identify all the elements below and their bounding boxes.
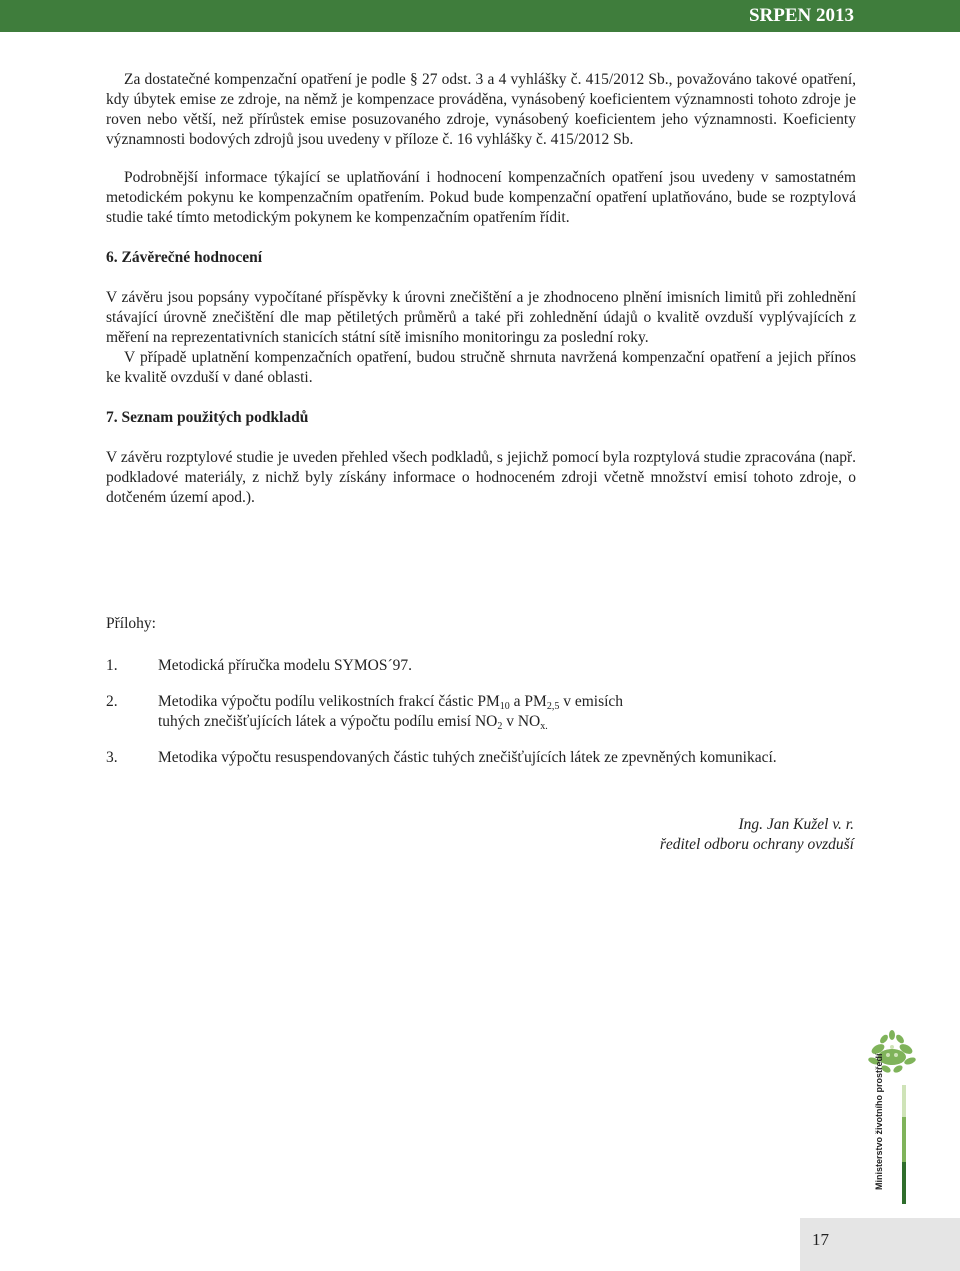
- header-bar: [0, 0, 960, 32]
- attachment-text: Metodická příručka modelu SYMOS´97.: [158, 657, 412, 674]
- attachment-number: 2.: [106, 693, 118, 710]
- text-run: a PM: [509, 693, 547, 710]
- brand-stripe: [902, 1085, 906, 1117]
- attachment-item: [106, 656, 856, 676]
- attachments-label: Přílohy:: [106, 615, 156, 632]
- attachment-number: 1.: [106, 657, 118, 674]
- subscript: 2: [497, 721, 503, 732]
- attachment-text: Metodika výpočtu resuspendovaných částic tuhých znečišťujících látek ze zpevněných komunikací.: [158, 749, 777, 766]
- section-7-title: 7. Seznam použitých podkladů: [106, 409, 309, 426]
- section-6-paragraph-1: V závěru jsou popsány vypočítané příspěvky k úrovni znečištění a je zhodnoceno plnění imisních limitů při zohlednění stávající úrovně znečištění dle map pětiletých průměrů a také při zohlednění údajů o kvalitě ovzduší vyplývajících z měření na reprezentativních stanicích státní sítě imisního monitoringu za poslední roky.: [106, 289, 856, 346]
- leaf-emblem-icon: [862, 1025, 922, 1085]
- attachment-line-1: [158, 692, 856, 712]
- section-6-paragraph-2: V případě uplatnění kompenzačních opatření, budou stručně shrnuta navržená kompenzační opatření a jejich přínos ke kvalitě ovzduší v dané oblasti.: [106, 349, 856, 386]
- attachment-line-2: [158, 712, 856, 732]
- attachment-number: 3.: [106, 749, 118, 766]
- text-run: Metodika výpočtu podílu velikostních frakcí částic PM: [158, 693, 500, 710]
- text-run: tuhých znečišťujících látek a výpočtu podílu emisí NO: [158, 713, 498, 730]
- brand-stripe: [902, 1117, 906, 1162]
- signatory-name: Ing. Jan Kužel v. r.: [738, 816, 854, 833]
- text-run: v NO: [502, 713, 541, 730]
- ministry-logo: [862, 1025, 922, 1205]
- attachments-list: [106, 656, 856, 768]
- brand-stripe: [902, 1162, 906, 1204]
- signature-block: [600, 815, 854, 855]
- attachment-item: [106, 748, 856, 768]
- attachment-text: [158, 692, 856, 732]
- subscript: x.: [540, 721, 548, 732]
- issue-date: SRPEN 2013: [748, 5, 854, 26]
- ministry-name: Ministerstvo životního prostředí: [874, 1053, 884, 1190]
- subscript: 2,5: [546, 701, 560, 712]
- main-content: [106, 70, 856, 784]
- paragraph-compensation: Za dostatečné kompenzační opatření je podle § 27 odst. 3 a 4 vyhlášky č. 415/2012 Sb., považováno takové opatření, kdy úbytek emise ze zdroje, na němž je kompenzace prováděna, vynásobený koeficientem významnosti tohoto zdroje je roven nebo větší, než přírůstek emise posuzovaného zdroje, vynásobený koeficientem jeho významnosti. Koeficienty významnosti bodových zdrojů jsou uvedeny v příloze č. 16 vyhlášky č. 415/2012 Sb.: [106, 71, 856, 148]
- section-6-title: 6. Závěrečné hodnocení: [106, 249, 262, 266]
- subscript: 10: [499, 701, 510, 712]
- page-number: 17: [812, 1230, 829, 1249]
- paragraph-details: Podrobnější informace týkající se uplatňování i hodnocení kompenzačních opatření jsou uvedeny v samostatném metodickém pokynu ke kompenzačním opatřením. Pokud bude kompenzační opatření uplatňováno, bude se rozptylová studie také tímto metodickým pokynem ke kompenzačním opatřením řídit.: [106, 169, 856, 226]
- text-run: v emisích: [559, 693, 624, 710]
- attachment-item: [106, 692, 856, 732]
- signatory-role: ředitel odboru ochrany ovzduší: [659, 836, 854, 853]
- section-7-paragraph: V závěru rozptylové studie je uveden přehled všech podkladů, s jejichž pomocí byla rozptylová studie zpracována (např. podkladové materiály, z nichž byly získány informace o hodnoceném zdroji včetně množství emisí tohoto zdroje, o dotčeném území apod.).: [106, 449, 856, 506]
